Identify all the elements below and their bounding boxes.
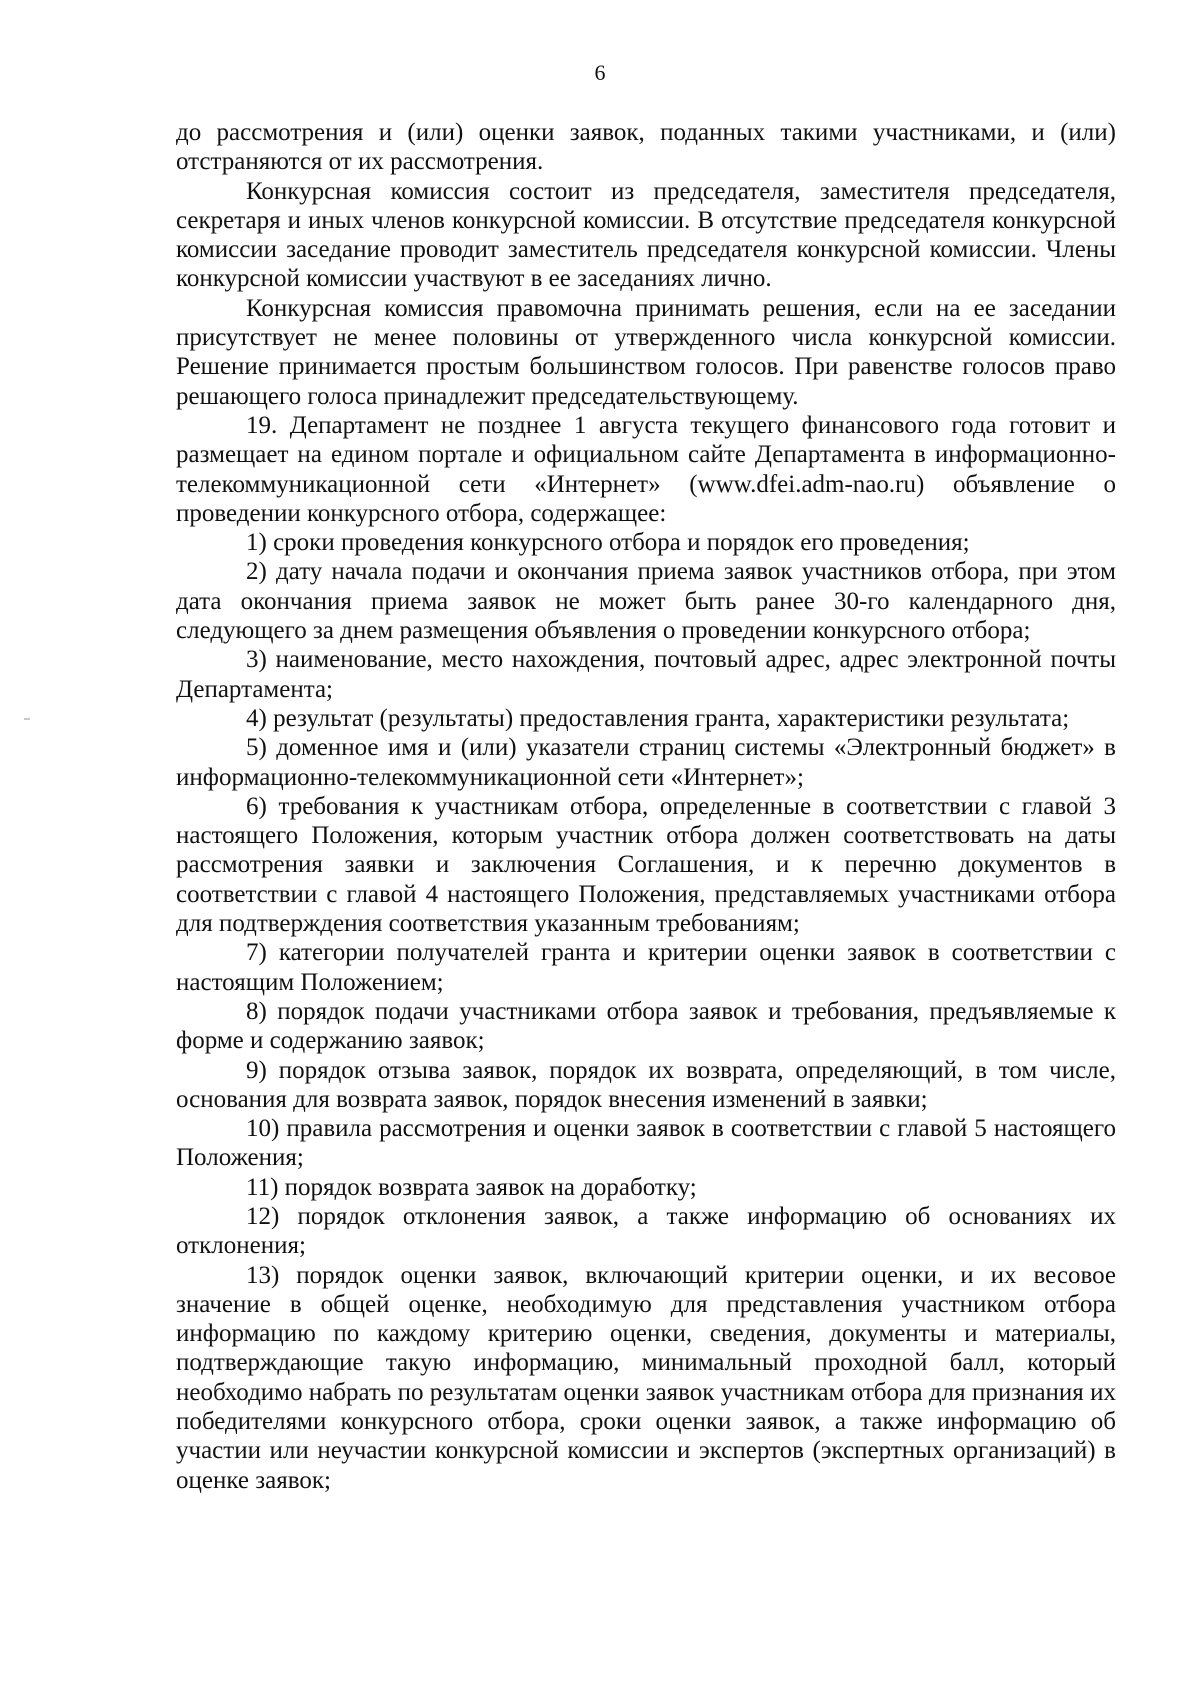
list-item: 13) порядок оценки заявок, включающий критерии оценки, и их весовое значение в общей оценке, необходимую для представления участником отбора информацию по каждому критерию оценки, сведения, документы и материалы, подтверждающие такую информацию, минимальный проходной балл, который необходимо набрать по результатам оценки заявок участникам отбора для признания их победителями конкурсного отбора, сроки оценки заявок, а также информацию об участии или неучастии конкурсной комиссии и экспертов (экспертных организаций) в оценке заявок; [176, 1261, 1116, 1494]
list-item: 2) дату начала подачи и окончания приема заявок участников отбора, при этом дата окончания приема заявок не может быть ранее 30-го календарного дня, следующего за днем размещения объявления о проведении конкурсного отбора; [176, 558, 1116, 645]
paragraph: Конкурсная комиссия правомочна принимать решения, если на ее заседании присутствует не менее половины от утвержденного числа конкурсной комиссии. Решение принимается простым большинством голосов. При равенстве голосов право решающего голоса принадлежит председательствующему. [176, 294, 1116, 410]
paragraph: Конкурсная комиссия состоит из председателя, заместителя председателя, секретаря и иных членов конкурсной комиссии. В отсутствие председателя конкурсной комиссии заседание проводит заместитель председателя конкурсной комиссии. Члены конкурсной комиссии участвуют в ее заседаниях лично. [176, 177, 1116, 293]
list-item: 11) порядок возврата заявок на доработку; [246, 1173, 697, 1201]
paragraph: до рассмотрения и (или) оценки заявок, поданных такими участниками, и (или) отстраняются от их рассмотрения. [176, 119, 1116, 176]
paragraph: 19. Департамент не позднее 1 августа текущего финансового года готовит и размещает на едином портале и официальном сайте Департамента в информационно-телекоммуникационной сети «Интернет» (www.dfei.adm-nao.ru) объявление о проведении конкурсного отбора, содержащее: [176, 411, 1116, 527]
list-item: 6) требования к участникам отбора, определенные в соответствии с главой 3 настоящего Положения, которым участник отбора должен соответствовать на даты рассмотрения заявки и заключения Соглашения, и к перечню документов в соответствии с главой 4 настоящего Положения, представляемых участниками отбора для подтверждения соответствия указанным требованиям; [176, 792, 1116, 938]
list-item: 12) порядок отклонения заявок, а также информацию об основаниях их отклонения; [176, 1202, 1116, 1260]
document-body [176, 118, 1116, 1495]
list-item: 1) сроки проведения конкурсного отбора и порядок его проведения; [246, 529, 970, 557]
list-item: 8) порядок подачи участниками отбора заявок и требования, предъявляемые к форме и содержанию заявок; [176, 997, 1116, 1055]
list-item: 7) категории получателей гранта и критерии оценки заявок в соответствии с настоящим Положением; [176, 939, 1116, 996]
list-item: 3) наименование, место нахождения, почтовый адрес, адрес электронной почты Департамента; [176, 646, 1116, 703]
page-number: 6 [594, 60, 606, 85]
list-item: 9) порядок отзыва заявок, порядок их возврата, определяющий, в том числе, основания для возврата заявок, порядок внесения изменений в заявки; [176, 1056, 1116, 1113]
list-item: 4) результат (результаты) предоставления гранта, характеристики результата; [246, 704, 1070, 732]
list-item: 5) доменное имя и (или) указатели страниц системы «Электронный бюджет» в информационно-телекоммуникационной сети «Интернет»; [176, 734, 1116, 791]
list-item: 10) правила рассмотрения и оценки заявок в соответствии с главой 5 настоящего Положения; [176, 1115, 1116, 1172]
scan-margin-mark [24, 718, 30, 720]
